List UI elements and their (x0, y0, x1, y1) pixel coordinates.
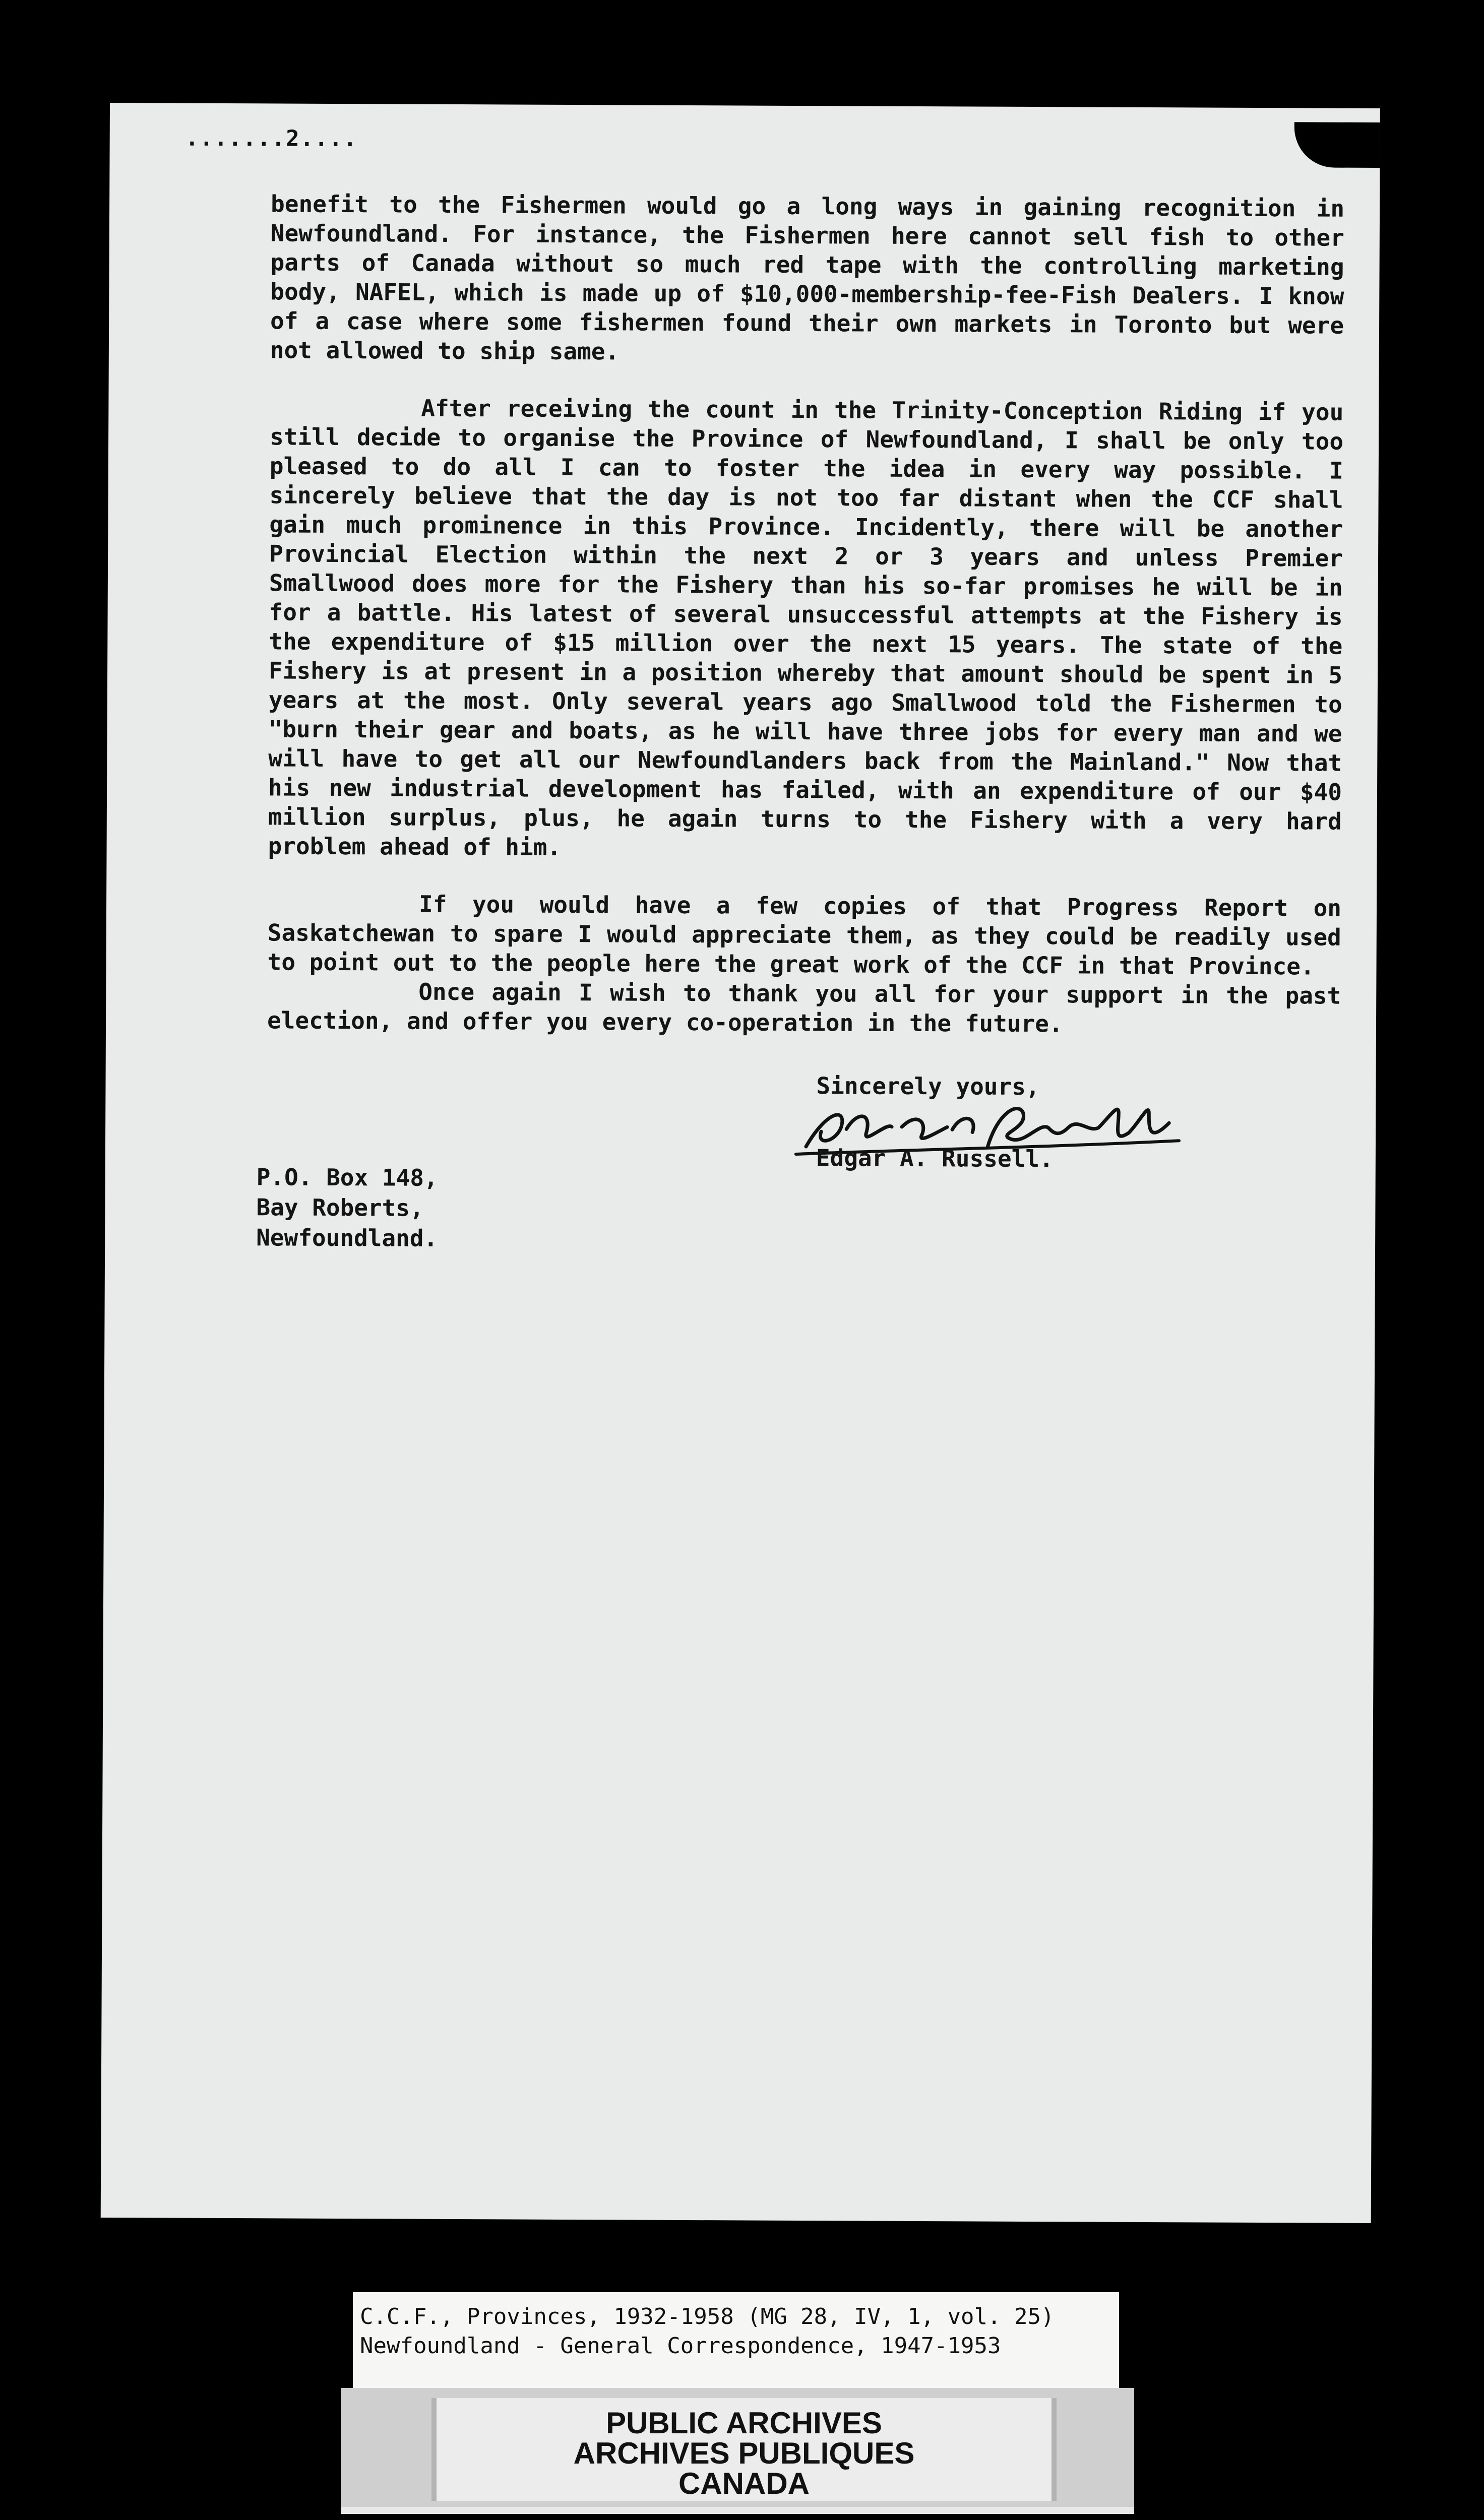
reference-line-2: Newfoundland - General Correspondence, 1947-1953 (360, 2333, 1001, 2359)
paragraph-4: Once again I wish to thank you all for your support in the past election, and offer you every co-operation in the future. (267, 978, 1341, 1038)
address-line-2: Bay Roberts, (256, 1193, 424, 1222)
page-number: .......2.... (185, 125, 358, 152)
stamp-text-block (431, 2398, 1057, 2501)
public-archives-stamp (341, 2388, 1134, 2514)
reference-line-1: C.C.F., Provinces, 1932-1958 (MG 28, IV, 1, vol. 25) (360, 2304, 1055, 2329)
paragraph-3: If you would have a few copies of that Progress Report on Saskatchewan to spare I would appreciate them, as they could be readily used to point out to the people here the great work of the CCF in that Province. (267, 890, 1342, 980)
stamp-bottom-strip (341, 2507, 1134, 2514)
letter-page (101, 103, 1380, 2223)
stamp-line-3: CANADA (678, 2467, 810, 2500)
letter-closing: Sincerely yours, (816, 1072, 1040, 1101)
paragraph-1: benefit to the Fishermen would go a long ways in gaining recognition in Newfoundland. For instance, the Fishermen here cannot sell fish to other parts of Canada without so much red tape with the controlling marketing body, NAFEL, which is made up of $10,000-membership-fee-Fish Dealers. I know of a case where some fishermen found their own markets in Toronto but were not allowed to ship same. (270, 190, 1345, 365)
letter-body (267, 189, 1345, 1067)
archive-reference-label (353, 2292, 1119, 2388)
page-corner-damage (1294, 122, 1380, 168)
stamp-line-1: PUBLIC ARCHIVES (606, 2406, 882, 2440)
address-line-3: Newfoundland. (256, 1224, 438, 1252)
stamp-line-2: ARCHIVES PUBLIQUES (573, 2436, 915, 2470)
address-line-1: P.O. Box 148, (256, 1163, 438, 1191)
paragraph-2: After receiving the count in the Trinity-Conception Riding if you still decide to organise the Province of Newfoundland, I shall be only too pleased to do all I can to foster the idea in every way possible. I sincerely believe that the day is not too far distant when the CCF shall gain much prominence in this Province. Incidently, there will be another Provincial Election within the next 2 or 3 years and unless Premier Smallwood does more for the Fishery than his so-far promises he will be in for a battle. His latest of several unsuccessful attempts at the Fishery is the expenditure of $15 million over the next 15 years. The state of the Fishery is at present in a position whereby that amount should be spent in 5 years at the most. Only several years ago Smallwood told the Fishermen to "burn their gear and boats, as he will have three jobs for every man and we will have to get all our Newfoundlanders back from the Mainland." Now that his new industrial development has failed, with an expenditure of our $40 million surplus, plus, he again turns to the Fishery with a very hard problem ahead of him. (268, 394, 1344, 861)
sender-address (256, 1162, 438, 1253)
typed-signature-name: Edgar A. Russell. (816, 1144, 1054, 1173)
